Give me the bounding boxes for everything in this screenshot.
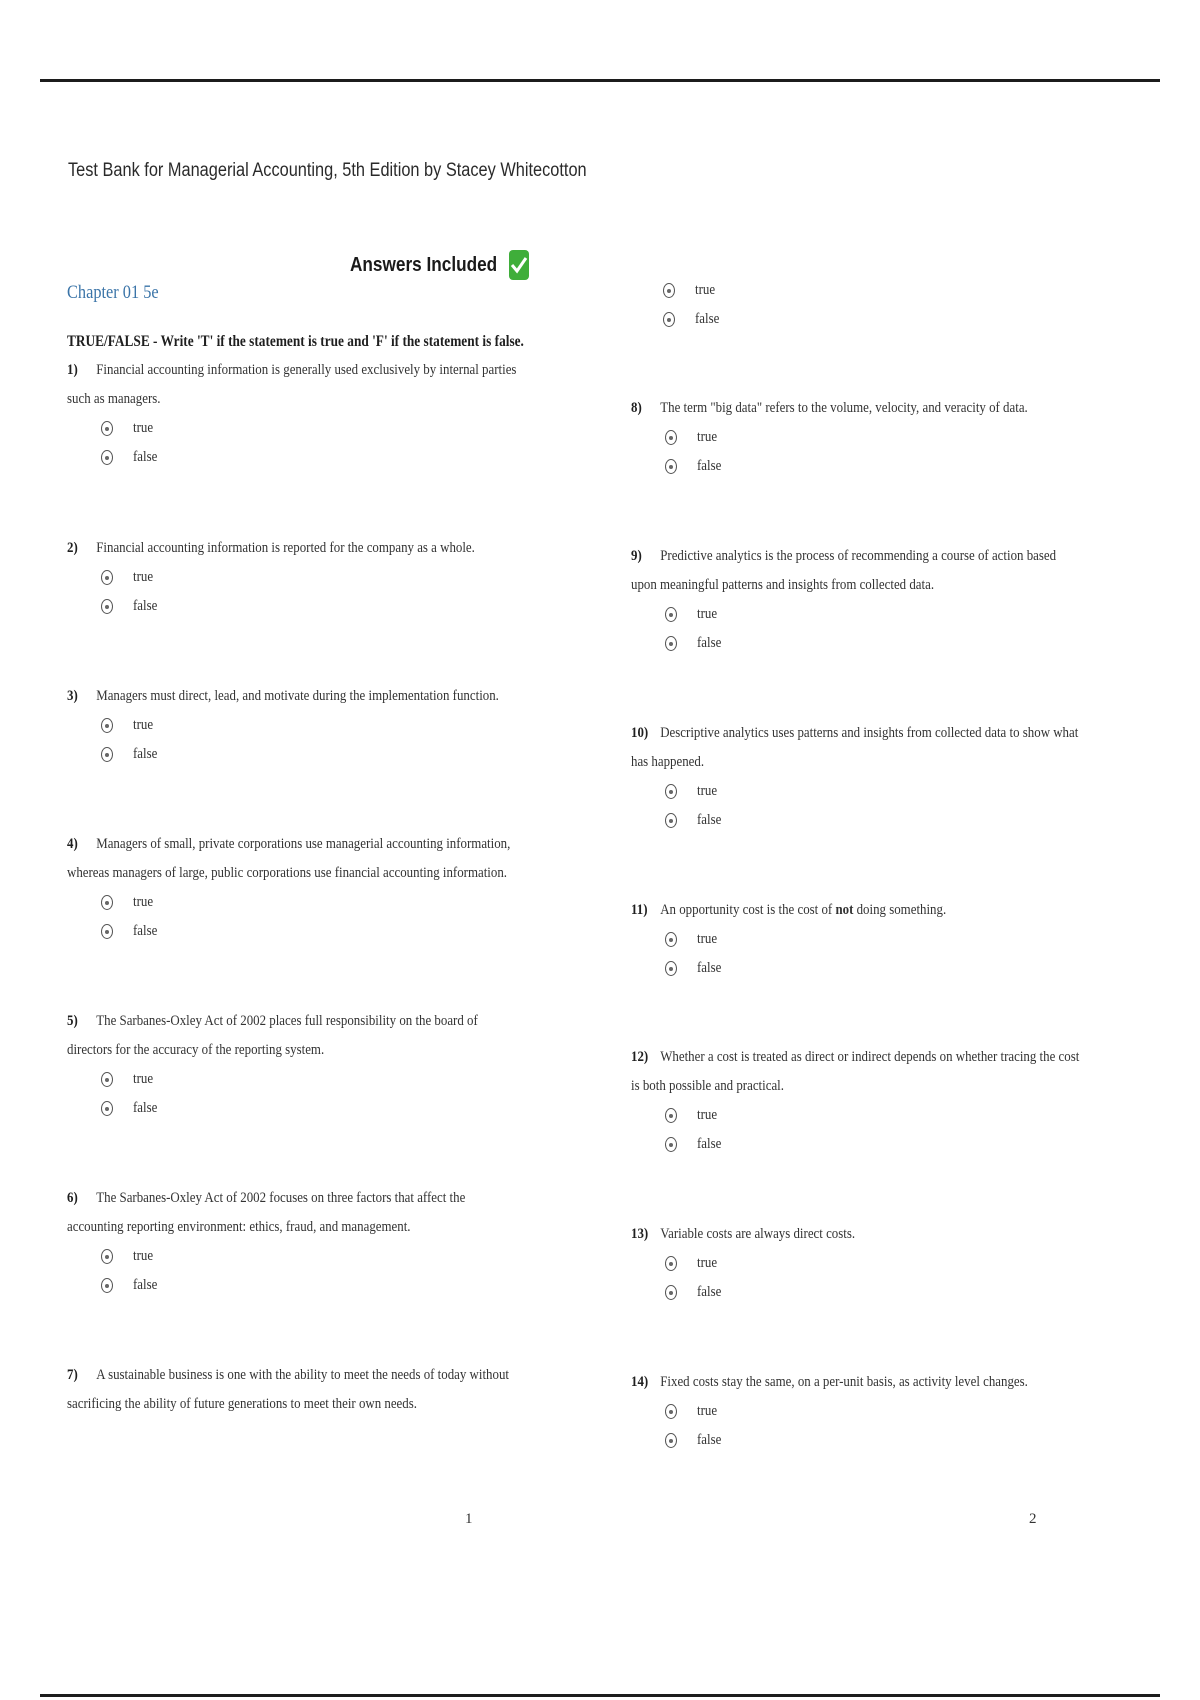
radio-icon[interactable] bbox=[665, 607, 677, 622]
radio-icon[interactable] bbox=[665, 636, 677, 651]
option-true[interactable]: true bbox=[665, 1249, 1081, 1278]
radio-icon[interactable] bbox=[663, 312, 675, 327]
question-text-before: An opportunity cost is the cost of bbox=[660, 902, 833, 918]
page-number-right: 2 bbox=[1029, 1511, 1037, 1527]
question-text: Managers must direct, lead, and motivate during the implementation function. bbox=[96, 688, 499, 704]
question-number: 12) bbox=[631, 1049, 649, 1065]
question-7-options-continued bbox=[631, 276, 1081, 334]
question-11 bbox=[631, 896, 1081, 983]
question-number: 4) bbox=[67, 836, 78, 852]
answers-included-badge bbox=[350, 250, 529, 280]
question-5 bbox=[67, 1007, 517, 1123]
option-false[interactable]: false bbox=[101, 917, 517, 946]
question-9 bbox=[631, 542, 1081, 658]
radio-icon[interactable] bbox=[665, 961, 677, 976]
question-text-emphasis: not bbox=[835, 902, 854, 918]
bottom-rule bbox=[40, 1694, 1160, 1697]
radio-icon[interactable] bbox=[101, 450, 113, 465]
option-false[interactable]: false bbox=[665, 452, 1081, 481]
question-text: Whether a cost is treated as direct or indirect depends on whether tracing the cost is both possible and practical. bbox=[631, 1049, 1080, 1094]
question-6 bbox=[67, 1184, 517, 1300]
question-4 bbox=[67, 830, 517, 946]
option-true[interactable]: true bbox=[665, 777, 1081, 806]
question-text-after: doing something. bbox=[856, 902, 947, 918]
option-true[interactable]: true bbox=[101, 1242, 517, 1271]
option-false[interactable]: false bbox=[665, 1426, 1081, 1455]
radio-icon[interactable] bbox=[101, 421, 113, 436]
question-7 bbox=[67, 1361, 517, 1419]
option-false[interactable]: false bbox=[665, 629, 1081, 658]
radio-icon[interactable] bbox=[665, 459, 677, 474]
question-10 bbox=[631, 719, 1081, 835]
radio-icon[interactable] bbox=[101, 718, 113, 733]
radio-icon[interactable] bbox=[665, 1137, 677, 1152]
question-13 bbox=[631, 1220, 1081, 1307]
question-14 bbox=[631, 1368, 1081, 1455]
question-text: The Sarbanes-Oxley Act of 2002 places full responsibility on the board of directors for the accuracy of the reporting system. bbox=[67, 1013, 478, 1058]
radio-icon[interactable] bbox=[665, 784, 677, 799]
radio-icon[interactable] bbox=[665, 430, 677, 445]
option-false[interactable]: false bbox=[101, 592, 517, 621]
question-text: The term "big data" refers to the volume, velocity, and veracity of data. bbox=[660, 400, 1028, 416]
question-text: A sustainable business is one with the ability to meet the needs of today without sacrificing the ability of future generations to meet their own needs. bbox=[67, 1367, 509, 1412]
option-false[interactable]: false bbox=[665, 806, 1081, 835]
question-number: 14) bbox=[631, 1374, 649, 1390]
question-text: Managers of small, private corporations use managerial accounting information, whereas managers of large, public corporations use financial accounting information. bbox=[67, 836, 511, 881]
chapter-heading: Chapter 01 5e bbox=[67, 282, 159, 303]
question-number: 13) bbox=[631, 1226, 649, 1242]
question-text: Financial accounting information is generally used exclusively by internal parties such as managers. bbox=[67, 362, 517, 407]
radio-icon[interactable] bbox=[101, 895, 113, 910]
question-number: 11) bbox=[631, 902, 648, 918]
option-true[interactable]: true bbox=[665, 423, 1081, 452]
option-false[interactable]: false bbox=[101, 740, 517, 769]
option-true[interactable]: true bbox=[101, 711, 517, 740]
option-true[interactable]: true bbox=[101, 1065, 517, 1094]
question-text: Predictive analytics is the process of recommending a course of action based upon meaningful patterns and insights from collected data. bbox=[631, 548, 1057, 593]
option-true[interactable]: true bbox=[665, 925, 1081, 954]
option-false[interactable]: false bbox=[101, 1271, 517, 1300]
radio-icon[interactable] bbox=[663, 283, 675, 298]
question-text: Fixed costs stay the same, on a per-unit basis, as activity level changes. bbox=[660, 1374, 1028, 1390]
radio-icon[interactable] bbox=[101, 924, 113, 939]
radio-icon[interactable] bbox=[665, 1404, 677, 1419]
section-instructions: TRUE/FALSE - Write 'T' if the statement is true and 'F' if the statement is false. bbox=[67, 333, 524, 350]
question-number: 3) bbox=[67, 688, 78, 704]
question-1 bbox=[67, 356, 517, 472]
question-number: 2) bbox=[67, 540, 78, 556]
radio-icon[interactable] bbox=[101, 1101, 113, 1116]
question-12 bbox=[631, 1043, 1081, 1159]
question-text: Descriptive analytics uses patterns and insights from collected data to show what has happened. bbox=[631, 725, 1079, 770]
page-number-left: 1 bbox=[465, 1511, 473, 1527]
question-3 bbox=[67, 682, 517, 769]
option-false[interactable]: false bbox=[665, 954, 1081, 983]
option-true[interactable]: true bbox=[663, 276, 1081, 305]
option-true[interactable]: true bbox=[101, 888, 517, 917]
badge-label: Answers Included bbox=[350, 253, 498, 276]
question-number: 1) bbox=[67, 362, 78, 378]
option-false[interactable]: false bbox=[101, 1094, 517, 1123]
radio-icon[interactable] bbox=[665, 813, 677, 828]
document-title: Test Bank for Managerial Accounting, 5th Edition by Stacey Whitecotton bbox=[68, 160, 587, 181]
radio-icon[interactable] bbox=[101, 1249, 113, 1264]
option-false[interactable]: false bbox=[663, 305, 1081, 334]
question-number: 5) bbox=[67, 1013, 78, 1029]
radio-icon[interactable] bbox=[665, 1108, 677, 1123]
radio-icon[interactable] bbox=[665, 932, 677, 947]
question-number: 7) bbox=[67, 1367, 78, 1383]
top-rule bbox=[40, 79, 1160, 82]
question-text: Variable costs are always direct costs. bbox=[660, 1226, 856, 1242]
radio-icon[interactable] bbox=[101, 747, 113, 762]
option-true[interactable]: true bbox=[101, 563, 517, 592]
option-false[interactable]: false bbox=[101, 443, 517, 472]
radio-icon[interactable] bbox=[101, 1278, 113, 1293]
question-2 bbox=[67, 534, 517, 621]
radio-icon[interactable] bbox=[101, 1072, 113, 1087]
radio-icon[interactable] bbox=[665, 1433, 677, 1448]
option-false[interactable]: false bbox=[665, 1278, 1081, 1307]
question-8 bbox=[631, 394, 1081, 481]
question-number: 10) bbox=[631, 725, 649, 741]
radio-icon[interactable] bbox=[101, 599, 113, 614]
question-number: 6) bbox=[67, 1190, 78, 1206]
question-text: Financial accounting information is reported for the company as a whole. bbox=[96, 540, 475, 556]
radio-icon[interactable] bbox=[665, 1256, 677, 1271]
option-true[interactable]: true bbox=[101, 414, 517, 443]
radio-icon[interactable] bbox=[665, 1285, 677, 1300]
question-number: 9) bbox=[631, 548, 642, 564]
option-true[interactable]: true bbox=[665, 600, 1081, 629]
option-true[interactable]: true bbox=[665, 1397, 1081, 1426]
radio-icon[interactable] bbox=[101, 570, 113, 585]
question-text: The Sarbanes-Oxley Act of 2002 focuses on three factors that affect the accounting reporting environment: ethics, fraud, and management. bbox=[67, 1190, 466, 1235]
check-mark-icon bbox=[509, 250, 529, 280]
option-true[interactable]: true bbox=[665, 1101, 1081, 1130]
question-number: 8) bbox=[631, 400, 642, 416]
option-false[interactable]: false bbox=[665, 1130, 1081, 1159]
